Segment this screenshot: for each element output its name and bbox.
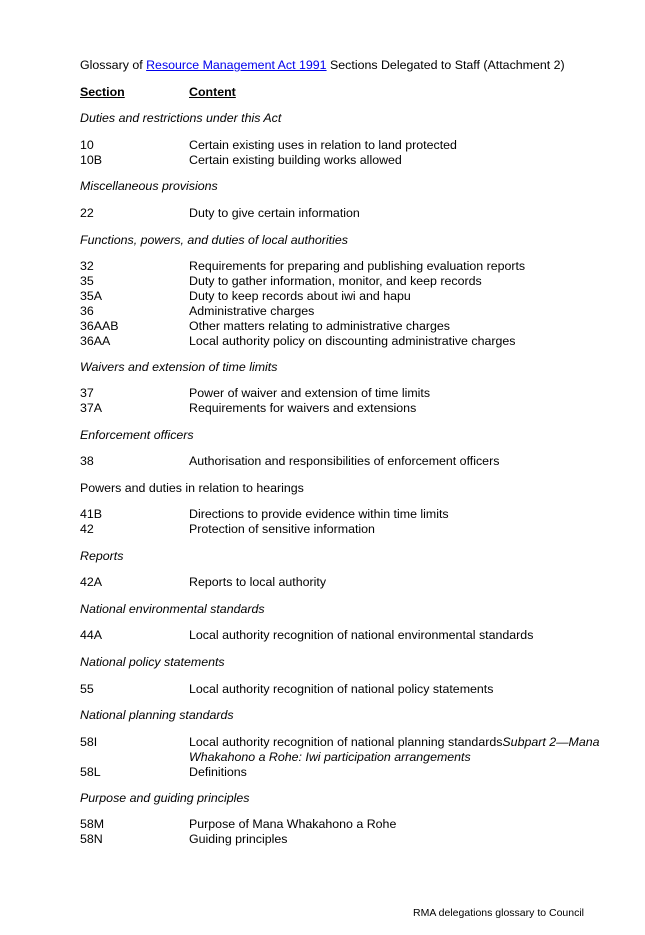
section-number: 42: [80, 522, 94, 536]
section-content: Purpose of Mana Whakahono a Rohe: [189, 817, 397, 831]
section-number: 58L: [80, 765, 101, 779]
title-prefix: Glossary of: [80, 58, 147, 72]
section-number: 36AA: [80, 334, 111, 348]
section-content: Reports to local authority: [189, 575, 327, 589]
subpart-heading-text: Subpart 2—Mana: [502, 735, 600, 749]
section-number: 55: [80, 682, 94, 696]
section-content: Power of waiver and extension of time limits: [189, 386, 431, 400]
title-suffix: Sections Delegated to Staff (Attachment 2): [326, 58, 565, 72]
section-content: Local authority policy on discounting administrative charges: [189, 334, 516, 348]
section-number: 38: [80, 454, 94, 468]
section-content: Duty to keep records about iwi and hapu: [189, 289, 411, 303]
section-content-text: Local authority recognition of national planning standards: [189, 735, 503, 749]
section-number: 58M: [80, 817, 105, 831]
group-heading: Powers and duties in relation to hearings: [80, 481, 304, 495]
section-content: Authorisation and responsibilities of enforcement officers: [189, 454, 500, 468]
section-number: 37A: [80, 401, 103, 415]
section-content: Directions to provide evidence within time limits: [189, 507, 449, 521]
section-content: Protection of sensitive information: [189, 522, 375, 536]
section-content: Certain existing building works allowed: [189, 153, 402, 167]
column-header-section: Section: [80, 85, 125, 99]
group-heading: Duties and restrictions under this Act: [80, 111, 282, 125]
subpart-heading-continued: [189, 750, 471, 764]
section-content: Requirements for waivers and extensions: [189, 401, 417, 415]
group-heading: Miscellaneous provisions: [80, 179, 218, 193]
section-content: Requirements for preparing and publishing evaluation reports: [189, 259, 526, 273]
group-heading: National planning standards: [80, 708, 234, 722]
section-content: Local authority recognition of national environmental standards: [189, 628, 534, 642]
group-heading: Enforcement officers: [80, 428, 194, 442]
section-number: 58I: [80, 735, 98, 749]
act-link[interactable]: Resource Management Act 1991: [146, 58, 327, 72]
group-heading: National environmental standards: [80, 602, 265, 616]
section-number: 36AAB: [80, 319, 119, 333]
section-content: Guiding principles: [189, 832, 288, 846]
group-heading: Purpose and guiding principles: [80, 791, 250, 805]
subpart-heading-text: Whakahono a Rohe: Iwi participation arrangements: [189, 750, 471, 764]
section-content: [189, 735, 600, 749]
section-number: 37: [80, 386, 94, 400]
section-number: 44A: [80, 628, 103, 642]
section-number: 22: [80, 206, 94, 220]
section-number: 10B: [80, 153, 103, 167]
section-content: Other matters relating to administrative charges: [189, 319, 451, 333]
section-content: Administrative charges: [189, 304, 315, 318]
section-content: Local authority recognition of national policy statements: [189, 682, 494, 696]
section-content: Duty to give certain information: [189, 206, 360, 220]
section-number: 35A: [80, 289, 103, 303]
group-heading: National policy statements: [80, 655, 225, 669]
section-number: 32: [80, 259, 94, 273]
section-number: 35: [80, 274, 94, 288]
page-footer: RMA delegations glossary to Council: [413, 907, 585, 919]
document-title: [80, 58, 565, 72]
section-content: Definitions: [189, 765, 247, 779]
section-number: 58N: [80, 832, 103, 846]
group-heading: Reports: [80, 549, 124, 563]
section-number: 41B: [80, 507, 103, 521]
group-heading: Functions, powers, and duties of local authorities: [80, 233, 348, 247]
section-number: 42A: [80, 575, 103, 589]
section-number: 10: [80, 138, 94, 152]
section-content: Duty to gather information, monitor, and keep records: [189, 274, 482, 288]
group-heading: Waivers and extension of time limits: [80, 360, 278, 374]
section-content: Certain existing uses in relation to land protected: [189, 138, 457, 152]
column-header-content: Content: [189, 85, 236, 99]
section-number: 36: [80, 304, 94, 318]
